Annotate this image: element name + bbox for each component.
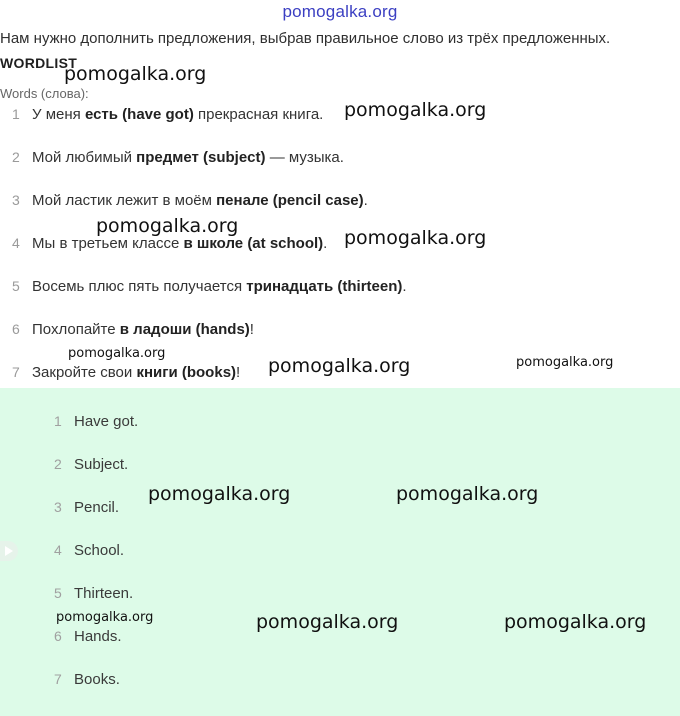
sentence-item (12, 146, 344, 168)
sentence-item (12, 361, 240, 383)
sentence-text-before: Закройте свои (32, 363, 137, 381)
answer-text: Hands. (74, 627, 122, 645)
answer-text: Pencil. (74, 498, 120, 516)
sentence-text-after: . (402, 277, 407, 295)
sentence-text-after: . (323, 234, 328, 252)
answer-number: 1 (54, 413, 62, 429)
answer-number: 2 (54, 456, 62, 472)
sentence-number: 1 (12, 106, 20, 122)
answer-text: Thirteen. (74, 584, 134, 602)
sentence-answer-bold: книги (books) (136, 363, 237, 381)
answer-item (54, 668, 120, 690)
answer-item (54, 453, 128, 475)
sentence-number: 7 (12, 364, 20, 380)
answer-item (54, 539, 124, 561)
sentence-text-before: Мой ластик лежит в моём (32, 191, 217, 209)
sentence-number: 3 (12, 192, 20, 208)
answer-number: 5 (54, 585, 62, 601)
answer-text: School. (74, 541, 125, 559)
answer-item (54, 625, 122, 647)
sentence-answer-bold: пенале (pencil case) (216, 191, 364, 209)
section-title: WORDLIST (0, 55, 78, 71)
answer-number: 4 (54, 542, 62, 558)
sentence-answer-bold: тринадцать (thirteen) (246, 277, 403, 295)
watermark-text: pomogalka.org (56, 610, 154, 625)
sentence-text-after: — музыка. (265, 148, 344, 166)
sentence-text-before: Восемь плюс пять получается (32, 277, 247, 295)
watermark-text: pomogalka.org (68, 346, 166, 361)
words-sublabel: Words (слова): (0, 86, 89, 101)
watermark-text: pomogalka.org (96, 215, 239, 237)
answer-text: Have got. (74, 412, 139, 430)
answer-item (54, 582, 133, 604)
answer-number: 3 (54, 499, 62, 515)
answer-item (54, 496, 119, 518)
watermark-text: pomogalka.org (344, 99, 487, 121)
sentence-text-before: Похлопайте (32, 320, 120, 338)
sentence-text-before: Мой любимый (32, 148, 137, 166)
watermark-text: pomogalka.org (148, 483, 291, 505)
site-header-link[interactable]: pomogalka.org (282, 2, 398, 21)
task-intro: Нам нужно дополнить предложения, выбрав правильное слово из трёх предложенных. (0, 30, 611, 47)
sentence-answer-bold: в школе (at school) (183, 234, 324, 252)
answer-item (54, 410, 138, 432)
sentence-text-before: Мы в третьем классе (32, 234, 184, 252)
sentence-item (12, 189, 368, 211)
watermark-text: pomogalka.org (344, 227, 487, 249)
answer-text: Subject. (74, 455, 129, 473)
sentence-item (12, 275, 407, 297)
sentence-item (12, 103, 323, 125)
sentence-text-after: ! (249, 320, 254, 338)
sentence-text-before: У меня (32, 105, 85, 123)
sentence-answer-bold: предмет (subject) (136, 148, 266, 166)
sentence-text-after: . (363, 191, 368, 209)
sentence-number: 5 (12, 278, 20, 294)
sentence-answer-bold: есть (have got) (84, 105, 194, 123)
watermark-text: pomogalka.org (516, 355, 614, 370)
sentence-number: 4 (12, 235, 20, 251)
answer-number: 7 (54, 671, 62, 687)
answer-text: Books. (74, 670, 120, 688)
watermark-text: pomogalka.org (504, 611, 647, 633)
sentence-text-after: ! (236, 363, 241, 381)
sentence-item (12, 318, 254, 340)
sentence-number: 6 (12, 321, 20, 337)
watermark-text: pomogalka.org (396, 483, 539, 505)
answer-number: 6 (54, 628, 62, 644)
sentence-text-after: прекрасная книга. (193, 105, 324, 123)
watermark-text: pomogalka.org (64, 63, 207, 85)
watermark-text: pomogalka.org (268, 355, 411, 377)
sentence-answer-bold: в ладоши (hands) (119, 320, 250, 338)
watermark-text: pomogalka.org (256, 611, 399, 633)
sentence-number: 2 (12, 149, 20, 165)
